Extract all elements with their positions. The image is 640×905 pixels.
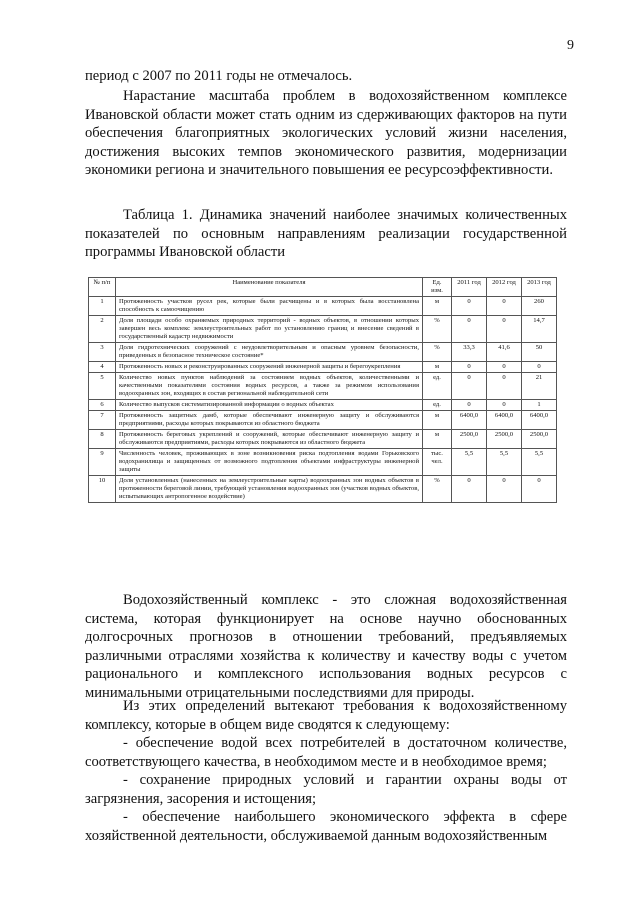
value-2013-cell: 0 bbox=[522, 362, 557, 373]
indicator-name-cell: Доля установленных (нанесенных на землеустроительные карты) водоохранных зон водных объектов в протяженности береговой линии, требующей установления водоохранных зон (участков водных объектов, испытывающих антропогенное воздействие) bbox=[116, 476, 423, 503]
table-row bbox=[89, 430, 557, 449]
row-number-cell: 3 bbox=[89, 343, 116, 362]
value-2013-cell: 50 bbox=[522, 343, 557, 362]
value-2011-cell: 0 bbox=[452, 400, 487, 411]
value-2013-cell: 260 bbox=[522, 297, 557, 316]
table-row bbox=[89, 411, 557, 430]
unit-cell: м bbox=[423, 362, 452, 373]
header-name: Наименование показателя bbox=[116, 278, 423, 297]
indicator-name-cell: Доля площади особо охраняемых природных территорий - водных объектов, в отношении которых завершен весь комплекс землеустроительных работ по установлению границ и внесение сведений в государственный кадастр недвижимости bbox=[116, 316, 423, 343]
indicator-name-cell: Количество новых пунктов наблюдений за состоянием водных объектов, количественными и качественными показателями состояния водных ресурсов, а также за режимом использования водоохранных зон, входящих в состав региональной наблюдательной сети bbox=[116, 373, 423, 400]
unit-cell: м bbox=[423, 430, 452, 449]
unit-cell: % bbox=[423, 476, 452, 503]
indicator-name-cell: Количество выпусков систематизированной информации о водных объектах bbox=[116, 400, 423, 411]
header-2012: 2012 год bbox=[487, 278, 522, 297]
value-2013-cell: 1 bbox=[522, 400, 557, 411]
value-2012-cell: 0 bbox=[487, 362, 522, 373]
unit-cell: м bbox=[423, 297, 452, 316]
value-2011-cell: 0 bbox=[452, 316, 487, 343]
unit-cell: % bbox=[423, 343, 452, 362]
table-body bbox=[89, 297, 557, 503]
value-2011-cell: 33,3 bbox=[452, 343, 487, 362]
table-row bbox=[89, 400, 557, 411]
table-row bbox=[89, 297, 557, 316]
header-unit: Ед. изм. bbox=[423, 278, 452, 297]
paragraph-3: Водохозяйственный комплекс - это сложная водохозяйственная система, которая функционирует на основе научно обоснованных долгосрочных прогнозов в отношении требований, предъявляемых различными отраслями хозяйства к количеству и качеству воды с учетом рационального и комплексного использования водных ресурсов с минимальными отрицательными последствиями для природы. bbox=[85, 592, 567, 701]
value-2013-cell: 21 bbox=[522, 373, 557, 400]
paragraph-1: период с 2007 по 2011 годы не отмечалось. bbox=[85, 68, 353, 84]
value-2013-cell: 5,5 bbox=[522, 449, 557, 476]
value-2011-cell: 0 bbox=[452, 362, 487, 373]
row-number-cell: 10 bbox=[89, 476, 116, 503]
value-2013-cell: 14,7 bbox=[522, 316, 557, 343]
table-row bbox=[89, 476, 557, 503]
table-row bbox=[89, 362, 557, 373]
row-number-cell: 4 bbox=[89, 362, 116, 373]
value-2012-cell: 5,5 bbox=[487, 449, 522, 476]
value-2011-cell: 0 bbox=[452, 297, 487, 316]
table-row bbox=[89, 449, 557, 476]
row-number-cell: 6 bbox=[89, 400, 116, 411]
value-2013-cell: 6400,0 bbox=[522, 411, 557, 430]
header-2013: 2013 год bbox=[522, 278, 557, 297]
unit-cell: ед. bbox=[423, 373, 452, 400]
value-2012-cell: 0 bbox=[487, 373, 522, 400]
table-header-row bbox=[89, 278, 557, 297]
unit-cell: ед. bbox=[423, 400, 452, 411]
row-number-cell: 9 bbox=[89, 449, 116, 476]
row-number-cell: 2 bbox=[89, 316, 116, 343]
list-item-1: - обеспечение водой всех потребителей в достаточном количестве, соответствующего качества, в необходимом месте и в необходимое время; bbox=[85, 735, 567, 770]
indicator-name-cell: Доля гидротехнических сооружений с неудовлетворительным и опасным уровнем безопасности, приведенных в безопасное техническое состояние* bbox=[116, 343, 423, 362]
indicator-name-cell: Протяженность береговых укреплений и сооружений, которые обеспечивают инженерную защиту и обслуживаются предприятиями, расходы которых покрываются из областного бюджета bbox=[116, 430, 423, 449]
value-2012-cell: 0 bbox=[487, 316, 522, 343]
value-2011-cell: 0 bbox=[452, 476, 487, 503]
table-row bbox=[89, 343, 557, 362]
page-number: 9 bbox=[567, 38, 574, 53]
value-2011-cell: 2500,0 bbox=[452, 430, 487, 449]
table-row bbox=[89, 316, 557, 343]
table-caption: Таблица 1. Динамика значений наиболее значимых количественных показателей по основным направлениям реализации государственной программы Ивановской области bbox=[85, 207, 567, 260]
unit-cell: % bbox=[423, 316, 452, 343]
value-2012-cell: 0 bbox=[487, 400, 522, 411]
value-2012-cell: 2500,0 bbox=[487, 430, 522, 449]
value-2012-cell: 41,6 bbox=[487, 343, 522, 362]
table-row bbox=[89, 373, 557, 400]
value-2012-cell: 0 bbox=[487, 297, 522, 316]
indicator-name-cell: Протяженность новых и реконструированных сооружений инженерной защиты и берегоукрепления bbox=[116, 362, 423, 373]
value-2013-cell: 0 bbox=[522, 476, 557, 503]
value-2011-cell: 5,5 bbox=[452, 449, 487, 476]
header-2011: 2011 год bbox=[452, 278, 487, 297]
value-2012-cell: 6400,0 bbox=[487, 411, 522, 430]
value-2011-cell: 6400,0 bbox=[452, 411, 487, 430]
value-2013-cell: 2500,0 bbox=[522, 430, 557, 449]
header-num: № п/п bbox=[89, 278, 116, 297]
indicator-name-cell: Численность человек, проживающих в зоне возникновения риска подтопления водами Горьковского водохранилища и защищенных от возможного подтопления объектами инфраструктуры инженерной защиты bbox=[116, 449, 423, 476]
unit-cell: м bbox=[423, 411, 452, 430]
list-item-2: - сохранение природных условий и гарантии охраны воды от загрязнения, засорения и истощения; bbox=[85, 772, 567, 807]
paragraph-2: Нарастание масштаба проблем в водохозяйственном комплексе Ивановской области может стать одним из сдерживающих факторов на пути обеспечения благоприятных экологических условий жизни населения, достижения высоких темпов экономического развития, модернизации экономики региона и значительного повышения ее ресурсоэффективности. bbox=[85, 88, 567, 178]
paragraph-4: Из этих определений вытекают требования к водохозяйственному комплексу, которые в общем виде сводятся к следующему: bbox=[85, 698, 567, 733]
indicator-name-cell: Протяженность защитных дамб, которые обеспечивают инженерную защиту и обслуживаются предприятиями, расходы которых покрываются из областного бюджета bbox=[116, 411, 423, 430]
unit-cell: тыс. чел. bbox=[423, 449, 452, 476]
indicator-name-cell: Протяженность участков русел рек, которые были расчищены и в которых была восстановлена способность к самоочищению bbox=[116, 297, 423, 316]
indicators-table bbox=[88, 277, 557, 503]
row-number-cell: 5 bbox=[89, 373, 116, 400]
list-item-3: - обеспечение наибольшего экономического эффекта в сфере хозяйственной деятельности, обслуживаемой данным водохозяйственным bbox=[85, 809, 567, 844]
value-2011-cell: 0 bbox=[452, 373, 487, 400]
row-number-cell: 7 bbox=[89, 411, 116, 430]
value-2012-cell: 0 bbox=[487, 476, 522, 503]
row-number-cell: 8 bbox=[89, 430, 116, 449]
row-number-cell: 1 bbox=[89, 297, 116, 316]
